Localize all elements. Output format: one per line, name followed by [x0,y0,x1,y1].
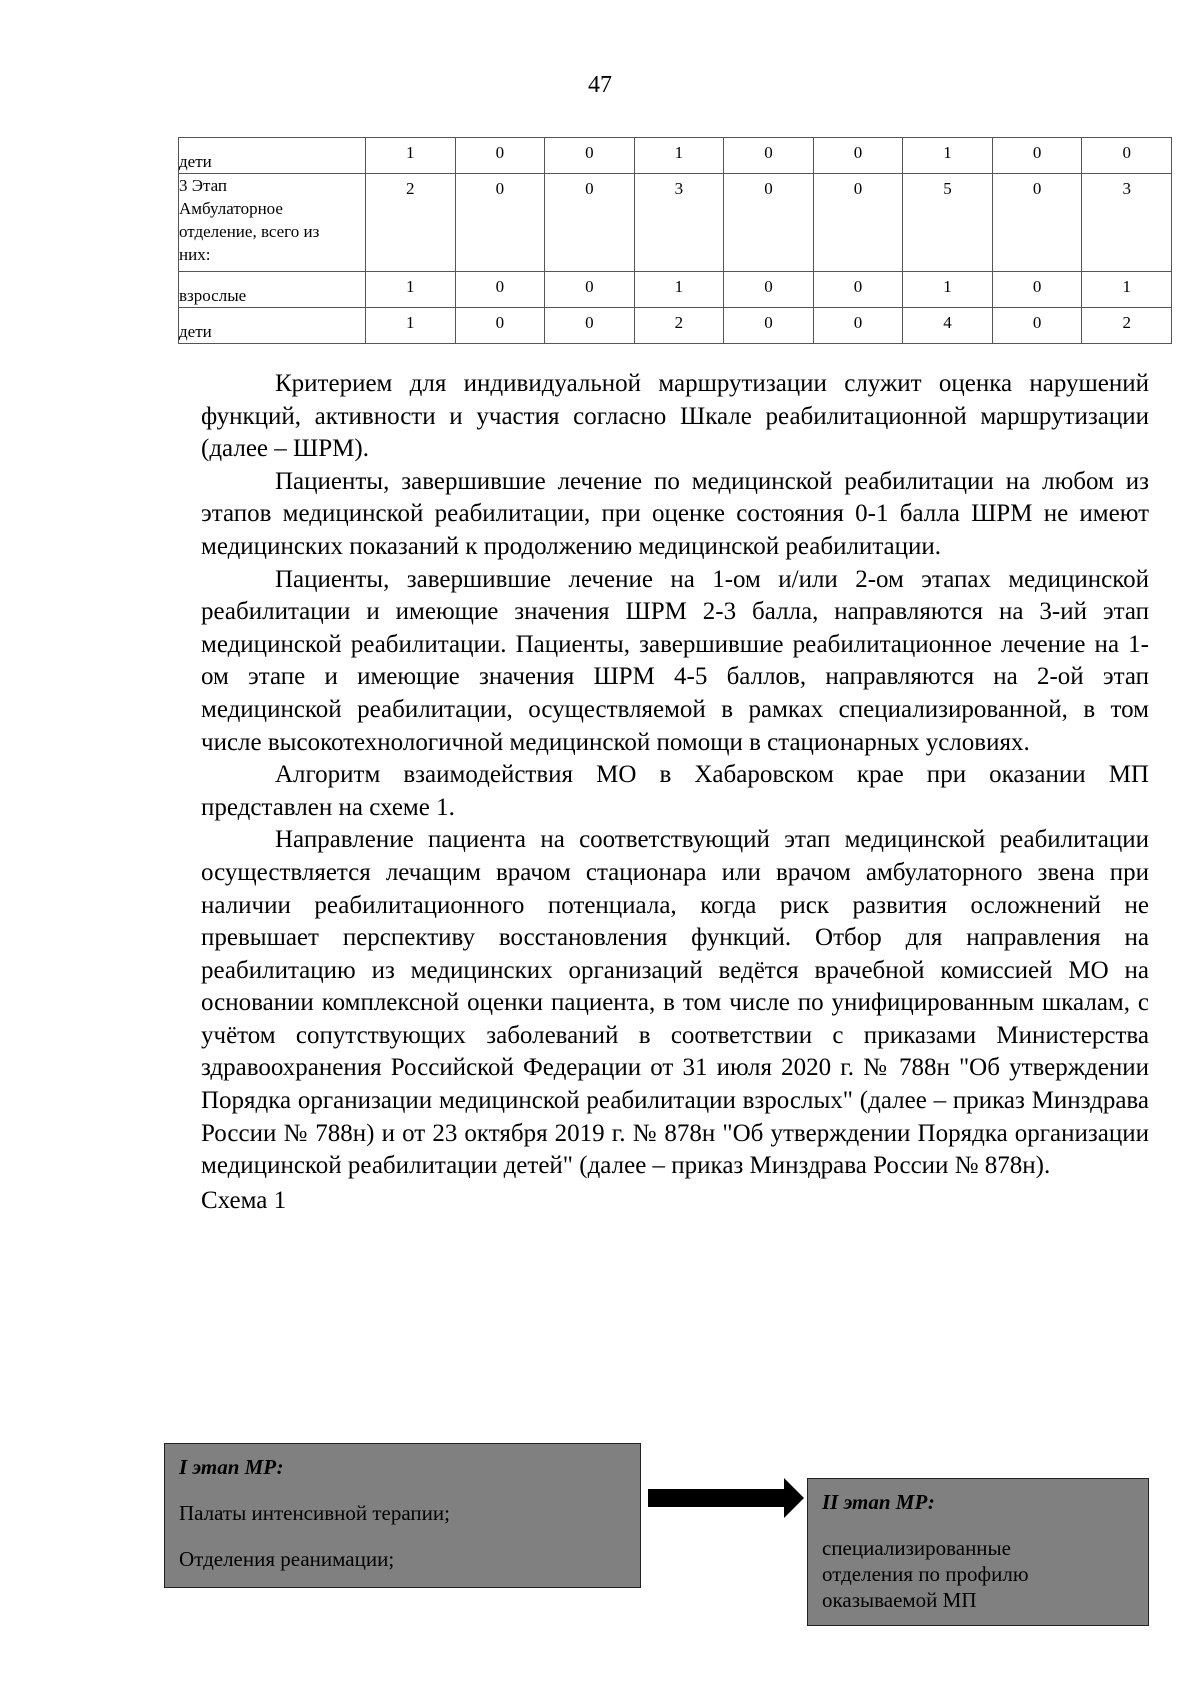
table-cell: 0 [724,272,814,308]
table-cell: 0 [455,272,545,308]
stage-2-box [807,1478,1149,1626]
table-cell: 0 [545,308,635,344]
table-cell: 0 [724,174,814,272]
table-cell: 1 [1082,272,1172,308]
table-cell: 1 [903,272,993,308]
row-label: дети [179,138,366,174]
table-cell: 3 [1082,174,1172,272]
table-cell: 0 [992,308,1082,344]
table-row [179,174,1172,272]
table-cell: 0 [455,308,545,344]
row-label: взрослые [179,272,366,308]
table-cell: 3 [634,174,724,272]
table-cell: 1 [634,138,724,174]
scheme-label: Схема 1 [201,1186,287,1214]
table-cell: 1 [366,138,456,174]
stage-2-title: II этап МР: [822,1490,935,1514]
table-cell: 2 [1082,308,1172,344]
stage-1-title: I этап МР: [179,1455,284,1479]
paragraph: Критерием для индивидуальной маршрутизации служит оценка нарушений функций, активности и участия согласно Шкале реабилитационной маршрутизации (далее – ШРМ). [201,370,1149,463]
table-cell: 0 [724,308,814,344]
table-cell: 0 [545,174,635,272]
table-cell: 1 [366,308,456,344]
row-label-line: них: [179,245,211,264]
table-cell: 0 [1082,138,1172,174]
table-cell: 1 [903,138,993,174]
row-label [179,174,366,272]
table-cell: 0 [813,272,903,308]
table-cell: 0 [813,308,903,344]
table-cell: 1 [634,272,724,308]
table-cell: 0 [455,138,545,174]
row-label-line: Амбулаторное [179,199,283,218]
paragraph: Пациенты, завершившие лечение по медицинской реабилитации на любом из этапов медицинской реабилитации, при оценке состояния 0-1 балла ШРМ не имеют медицинских показаний к продолжению медицинской реабилитации. [201,467,1149,560]
table-cell: 0 [992,138,1082,174]
stage-2-line: отделения по профилю [822,1562,1029,1586]
table-cell: 2 [634,308,724,344]
page-number: 47 [588,72,612,98]
table-cell: 1 [366,272,456,308]
table-row [179,308,1172,344]
stage-1-item: Отделения реанимации; [179,1547,395,1571]
table-cell: 0 [545,138,635,174]
row-label-line: отделение, всего из [179,222,320,241]
paragraph: Направление пациента на соответствующий этап медицинской реабилитации осуществляется лечащим врачом стационара или врачом амбулаторного звена при наличии реабилитационного потенциала, когда риск развития осложнений не превышает перспективу восстановления функций. Отбор для направления на реабилитацию из медицинских организаций ведётся врачебной комиссией МО на основании комплексной оценки пациента, в том числе по унифицированным шкалам, с учётом сопутствующих заболеваний в соответствии с приказами Министерства здравоохранения Российской Федерации от 31 июля 2020 г. № 788н "Об утверждении Порядка организации медицинской реабилитации взрослых" (далее – приказ Минздрава России № 788н) и от 23 октября 2019 г. № 878н "Об утверждении Порядка организации медицинской реабилитации детей" (далее – приказ Минздрава России № 878н). [201,826,1149,1180]
table-cell: 0 [455,174,545,272]
statistics-table [178,137,1172,344]
table-cell: 0 [813,138,903,174]
table-row [179,272,1172,308]
body-text [201,368,1149,1217]
table-cell: 4 [903,308,993,344]
table-cell: 0 [724,138,814,174]
table-cell: 5 [903,174,993,272]
stage-1-box [164,1443,641,1588]
stage-1-item: Палаты интенсивной терапии; [179,1501,450,1525]
right-arrow-icon [648,1478,804,1518]
paragraph: Пациенты, завершившие лечение на 1-ом и/или 2-ом этапах медицинской реабилитации и имеющие значения ШРМ 2-3 балла, направляются на 3-ий этап медицинской реабилитации. Пациенты, завершившие реабилитационное лечение на 1-ом этапе и имеющие значения ШРМ 4-5 баллов, направляются на 2-ой этап медицинской реабилитации, осуществляемой в рамках специализированной, в том числе высокотехнологичной медицинской помощи в стационарных условиях. [201,565,1149,756]
table-row [179,138,1172,174]
table-cell: 0 [992,272,1082,308]
table-cell: 0 [545,272,635,308]
row-label-line: 3 Этап [179,176,228,195]
stage-2-line: специализированные [822,1536,1011,1560]
paragraph: Алгоритм взаимодействия МО в Хабаровском крае при оказании МП представлен на схеме 1. [201,761,1149,821]
table-cell: 0 [813,174,903,272]
table-cell: 0 [992,174,1082,272]
stage-2-line: оказываемой МП [822,1588,977,1612]
table-cell: 2 [366,174,456,272]
row-label: дети [179,308,366,344]
